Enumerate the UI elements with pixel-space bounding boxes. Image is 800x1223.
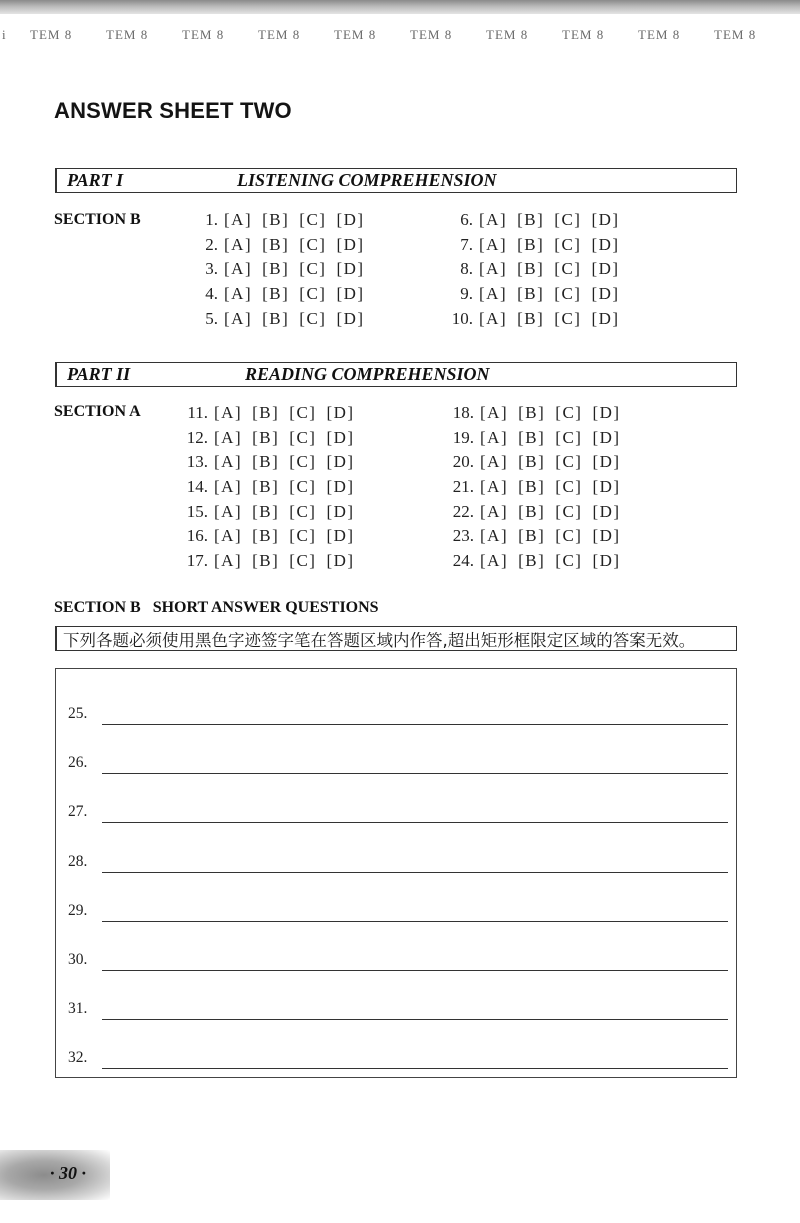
answer-line[interactable]	[68, 752, 728, 774]
answer-option-a[interactable]: [A]	[479, 259, 508, 279]
answer-option-d[interactable]: [D]	[592, 427, 621, 447]
answer-option-b[interactable]: [B]	[517, 259, 545, 279]
answer-option-c[interactable]: [C]	[299, 210, 327, 230]
answer-option-b[interactable]: [B]	[262, 284, 290, 304]
question-row	[176, 450, 365, 475]
part2-label: PART II	[67, 364, 131, 384]
answer-option-a[interactable]: [A]	[224, 284, 253, 304]
header-tem-label: TEM 8	[30, 27, 73, 42]
answer-option-d[interactable]: [D]	[326, 550, 355, 570]
answer-option-d[interactable]: [D]	[336, 210, 365, 230]
question-number: 1.	[205, 210, 218, 230]
answer-option-a[interactable]: [A]	[214, 403, 243, 423]
answer-option-d[interactable]: [D]	[326, 477, 355, 497]
answer-option-b[interactable]: [B]	[518, 452, 546, 472]
answer-option-c[interactable]: [C]	[554, 284, 582, 304]
answer-option-c[interactable]: [C]	[299, 284, 327, 304]
answer-option-b[interactable]: [B]	[517, 284, 545, 304]
answer-option-b[interactable]: [B]	[518, 550, 546, 570]
header-strip	[0, 0, 800, 14]
answer-rule[interactable]	[102, 703, 728, 725]
question-row	[447, 426, 631, 451]
question-number: 11.	[187, 403, 208, 423]
answer-option-c[interactable]: [C]	[555, 550, 583, 570]
part1-right-column	[446, 208, 630, 331]
answer-option-b[interactable]: [B]	[517, 308, 545, 328]
answer-option-d[interactable]: [D]	[592, 477, 621, 497]
answer-number: 27.	[68, 803, 88, 821]
question-row	[186, 282, 375, 307]
header-tem-label: TEM 8	[714, 27, 757, 42]
answer-option-b[interactable]: [B]	[252, 452, 280, 472]
answer-option-a[interactable]: [A]	[480, 427, 509, 447]
answer-rule[interactable]	[102, 801, 728, 823]
answer-option-b[interactable]: [B]	[252, 403, 280, 423]
answer-option-c[interactable]: [C]	[289, 403, 317, 423]
question-row	[176, 499, 365, 524]
part2-bar	[55, 362, 737, 387]
answer-option-a[interactable]: [A]	[214, 550, 243, 570]
answer-option-b[interactable]: [B]	[518, 477, 546, 497]
answer-option-d[interactable]: [D]	[591, 234, 620, 254]
question-row	[447, 549, 631, 574]
part2-title: READING COMPREHENSION	[245, 364, 490, 384]
answer-option-c[interactable]: [C]	[554, 308, 582, 328]
answer-option-b[interactable]: [B]	[252, 477, 280, 497]
question-row	[446, 306, 630, 331]
answer-area-box	[55, 668, 737, 1078]
answer-option-b[interactable]: [B]	[518, 526, 546, 546]
answer-option-a[interactable]: [A]	[224, 210, 253, 230]
section-b-title: SECTION B SHORT ANSWER QUESTIONS	[54, 599, 379, 616]
answer-option-b[interactable]: [B]	[518, 403, 546, 423]
answer-number: 25.	[68, 705, 88, 722]
answer-option-a[interactable]: [A]	[479, 308, 508, 328]
answer-number: 30.	[68, 951, 88, 968]
question-number: 19.	[452, 427, 474, 447]
question-number: 8.	[460, 259, 473, 279]
question-row	[186, 306, 375, 331]
answer-option-a[interactable]: [A]	[479, 284, 508, 304]
header-tem-row	[0, 24, 800, 46]
answer-option-b[interactable]: [B]	[252, 501, 280, 521]
answer-option-d[interactable]: [D]	[592, 452, 621, 472]
question-number: 20.	[452, 452, 474, 472]
question-number: 6.	[460, 210, 473, 230]
answer-option-a[interactable]: [A]	[480, 526, 509, 546]
question-number: 21.	[452, 477, 474, 497]
answer-option-c[interactable]: [C]	[555, 452, 583, 472]
answer-option-d[interactable]: [D]	[336, 234, 365, 254]
answer-option-a[interactable]: [A]	[479, 234, 508, 254]
answer-option-d[interactable]: [D]	[336, 284, 365, 304]
answer-number: 26.	[68, 754, 88, 772]
answer-number: 32.	[68, 1049, 88, 1067]
page-title: ANSWER SHEET TWO	[54, 98, 292, 123]
answer-option-a[interactable]: [A]	[214, 477, 243, 497]
answer-option-d[interactable]: [D]	[326, 501, 355, 521]
answer-number: 29.	[68, 901, 88, 919]
part1-left-column	[186, 208, 375, 331]
part2-section-label: SECTION A	[54, 403, 141, 420]
question-row	[447, 499, 631, 524]
answer-option-c[interactable]: [C]	[299, 308, 327, 328]
question-number: 17.	[186, 550, 208, 570]
question-row	[447, 524, 631, 549]
question-number: 23.	[452, 526, 474, 546]
answer-option-a[interactable]: [A]	[214, 427, 243, 447]
answer-option-a[interactable]: [A]	[479, 210, 508, 230]
answer-option-a[interactable]: [A]	[224, 259, 253, 279]
answer-option-c[interactable]: [C]	[289, 526, 317, 546]
answer-option-c[interactable]: [C]	[289, 452, 317, 472]
question-row	[446, 208, 630, 233]
answer-rule[interactable]	[102, 949, 728, 971]
answer-option-b[interactable]: [B]	[252, 550, 280, 570]
part1-section-label: SECTION B	[54, 211, 141, 228]
answer-option-d[interactable]: [D]	[336, 308, 365, 328]
question-row	[186, 208, 375, 233]
answer-option-c[interactable]: [C]	[555, 526, 583, 546]
answer-option-d[interactable]: [D]	[591, 284, 620, 304]
answer-option-c[interactable]: [C]	[289, 501, 317, 521]
header-tem-label: TEM 8	[486, 27, 529, 42]
question-number: 12.	[186, 427, 208, 447]
answer-rule[interactable]	[102, 1047, 728, 1069]
answer-option-a[interactable]: [A]	[214, 526, 243, 546]
question-number: 5.	[205, 308, 218, 328]
answer-option-c[interactable]: [C]	[554, 234, 582, 254]
question-row	[447, 475, 631, 500]
answer-option-d[interactable]: [D]	[326, 427, 355, 447]
question-row	[176, 401, 365, 426]
answer-option-a[interactable]: [A]	[480, 501, 509, 521]
question-row	[176, 549, 365, 574]
answer-option-c[interactable]: [C]	[299, 259, 327, 279]
question-number: 9.	[460, 284, 473, 304]
question-number: 10.	[451, 308, 473, 328]
question-number: 3.	[205, 259, 218, 279]
header-lead-mark: i	[2, 27, 6, 42]
answer-option-b[interactable]: [B]	[252, 427, 280, 447]
answer-number: 31.	[68, 1000, 88, 1018]
question-row	[447, 450, 631, 475]
answer-option-d[interactable]: [D]	[592, 403, 621, 423]
question-row	[447, 401, 631, 426]
answer-option-b[interactable]: [B]	[262, 259, 290, 279]
answer-line[interactable]	[68, 900, 728, 922]
answer-option-c[interactable]: [C]	[555, 501, 583, 521]
question-number: 2.	[205, 234, 218, 254]
question-row	[186, 257, 375, 282]
header-tem-label: TEM 8	[562, 27, 605, 42]
answer-line[interactable]	[68, 998, 728, 1020]
answer-line[interactable]	[68, 851, 728, 873]
answer-option-c[interactable]: [C]	[555, 427, 583, 447]
answer-option-d[interactable]: [D]	[591, 259, 620, 279]
answer-option-c[interactable]: [C]	[554, 259, 582, 279]
answer-option-a[interactable]: [A]	[480, 452, 509, 472]
question-number: 18.	[452, 403, 474, 423]
question-row	[176, 475, 365, 500]
answer-rule[interactable]	[102, 998, 728, 1020]
question-row	[176, 426, 365, 451]
part2-right-column	[447, 401, 631, 573]
header-tem-label: TEM 8	[638, 27, 681, 42]
question-number: 24.	[452, 550, 474, 570]
question-number: 22.	[452, 501, 474, 521]
answer-option-d[interactable]: [D]	[326, 452, 355, 472]
answer-option-c[interactable]: [C]	[554, 210, 582, 230]
answer-line[interactable]	[68, 1047, 728, 1069]
answer-option-c[interactable]: [C]	[289, 427, 317, 447]
answer-option-b[interactable]: [B]	[262, 234, 290, 254]
answer-option-b[interactable]: [B]	[252, 526, 280, 546]
question-row	[446, 233, 630, 258]
question-row	[176, 524, 365, 549]
answer-option-a[interactable]: [A]	[214, 452, 243, 472]
question-row	[186, 233, 375, 258]
question-number: 4.	[205, 284, 218, 304]
answer-line[interactable]	[68, 801, 728, 823]
part2-left-column	[176, 401, 365, 573]
answer-option-a[interactable]: [A]	[480, 403, 509, 423]
answer-number: 28.	[68, 852, 88, 870]
question-number: 16.	[186, 526, 208, 546]
part1-title: LISTENING COMPREHENSION	[237, 170, 497, 190]
part1-label: PART I	[67, 170, 124, 190]
answer-option-d[interactable]: [D]	[591, 308, 620, 328]
header-tem-label: TEM 8	[334, 27, 377, 42]
answer-option-c[interactable]: [C]	[555, 403, 583, 423]
answer-line[interactable]	[68, 703, 728, 725]
answer-rule[interactable]	[102, 752, 728, 774]
answer-option-d[interactable]: [D]	[591, 210, 620, 230]
answer-option-c[interactable]: [C]	[299, 234, 327, 254]
answer-option-b[interactable]: [B]	[262, 210, 290, 230]
answer-option-d[interactable]: [D]	[592, 501, 621, 521]
answer-option-b[interactable]: [B]	[262, 308, 290, 328]
answer-option-d[interactable]: [D]	[326, 526, 355, 546]
question-row	[446, 282, 630, 307]
question-row	[446, 257, 630, 282]
answer-rule[interactable]	[102, 851, 728, 873]
answer-option-a[interactable]: [A]	[480, 550, 509, 570]
question-number: 15.	[186, 501, 208, 521]
answer-option-c[interactable]: [C]	[555, 477, 583, 497]
answer-option-b[interactable]: [B]	[517, 234, 545, 254]
header-tem-label: TEM 8	[410, 27, 453, 42]
answer-option-d[interactable]: [D]	[592, 526, 621, 546]
question-number: 7.	[460, 234, 473, 254]
answer-option-b[interactable]: [B]	[517, 210, 545, 230]
answer-option-d[interactable]: [D]	[592, 550, 621, 570]
answer-rule[interactable]	[102, 900, 728, 922]
header-tem-label: TEM 8	[106, 27, 149, 42]
answer-option-a[interactable]: [A]	[214, 501, 243, 521]
answer-option-d[interactable]: [D]	[326, 403, 355, 423]
instruction-text: 下列各题必须使用黑色字迹签字笔在答题区域内作答,超出矩形框限定区域的答案无效。	[63, 630, 696, 650]
part1-bar	[55, 168, 737, 193]
answer-option-a[interactable]: [A]	[224, 234, 253, 254]
answer-option-b[interactable]: [B]	[518, 427, 546, 447]
question-number: 13.	[186, 452, 208, 472]
question-number: 14.	[186, 477, 208, 497]
header-tem-label: TEM 8	[182, 27, 225, 42]
answer-line[interactable]	[68, 949, 728, 971]
answer-option-d[interactable]: [D]	[336, 259, 365, 279]
header-tem-label: TEM 8	[258, 27, 301, 42]
answer-option-c[interactable]: [C]	[289, 477, 317, 497]
page-number: · 30 ·	[50, 1163, 86, 1183]
answer-option-a[interactable]: [A]	[224, 308, 253, 328]
answer-option-c[interactable]: [C]	[289, 550, 317, 570]
answer-option-b[interactable]: [B]	[518, 501, 546, 521]
instruction-box	[55, 626, 737, 651]
answer-option-a[interactable]: [A]	[480, 477, 509, 497]
